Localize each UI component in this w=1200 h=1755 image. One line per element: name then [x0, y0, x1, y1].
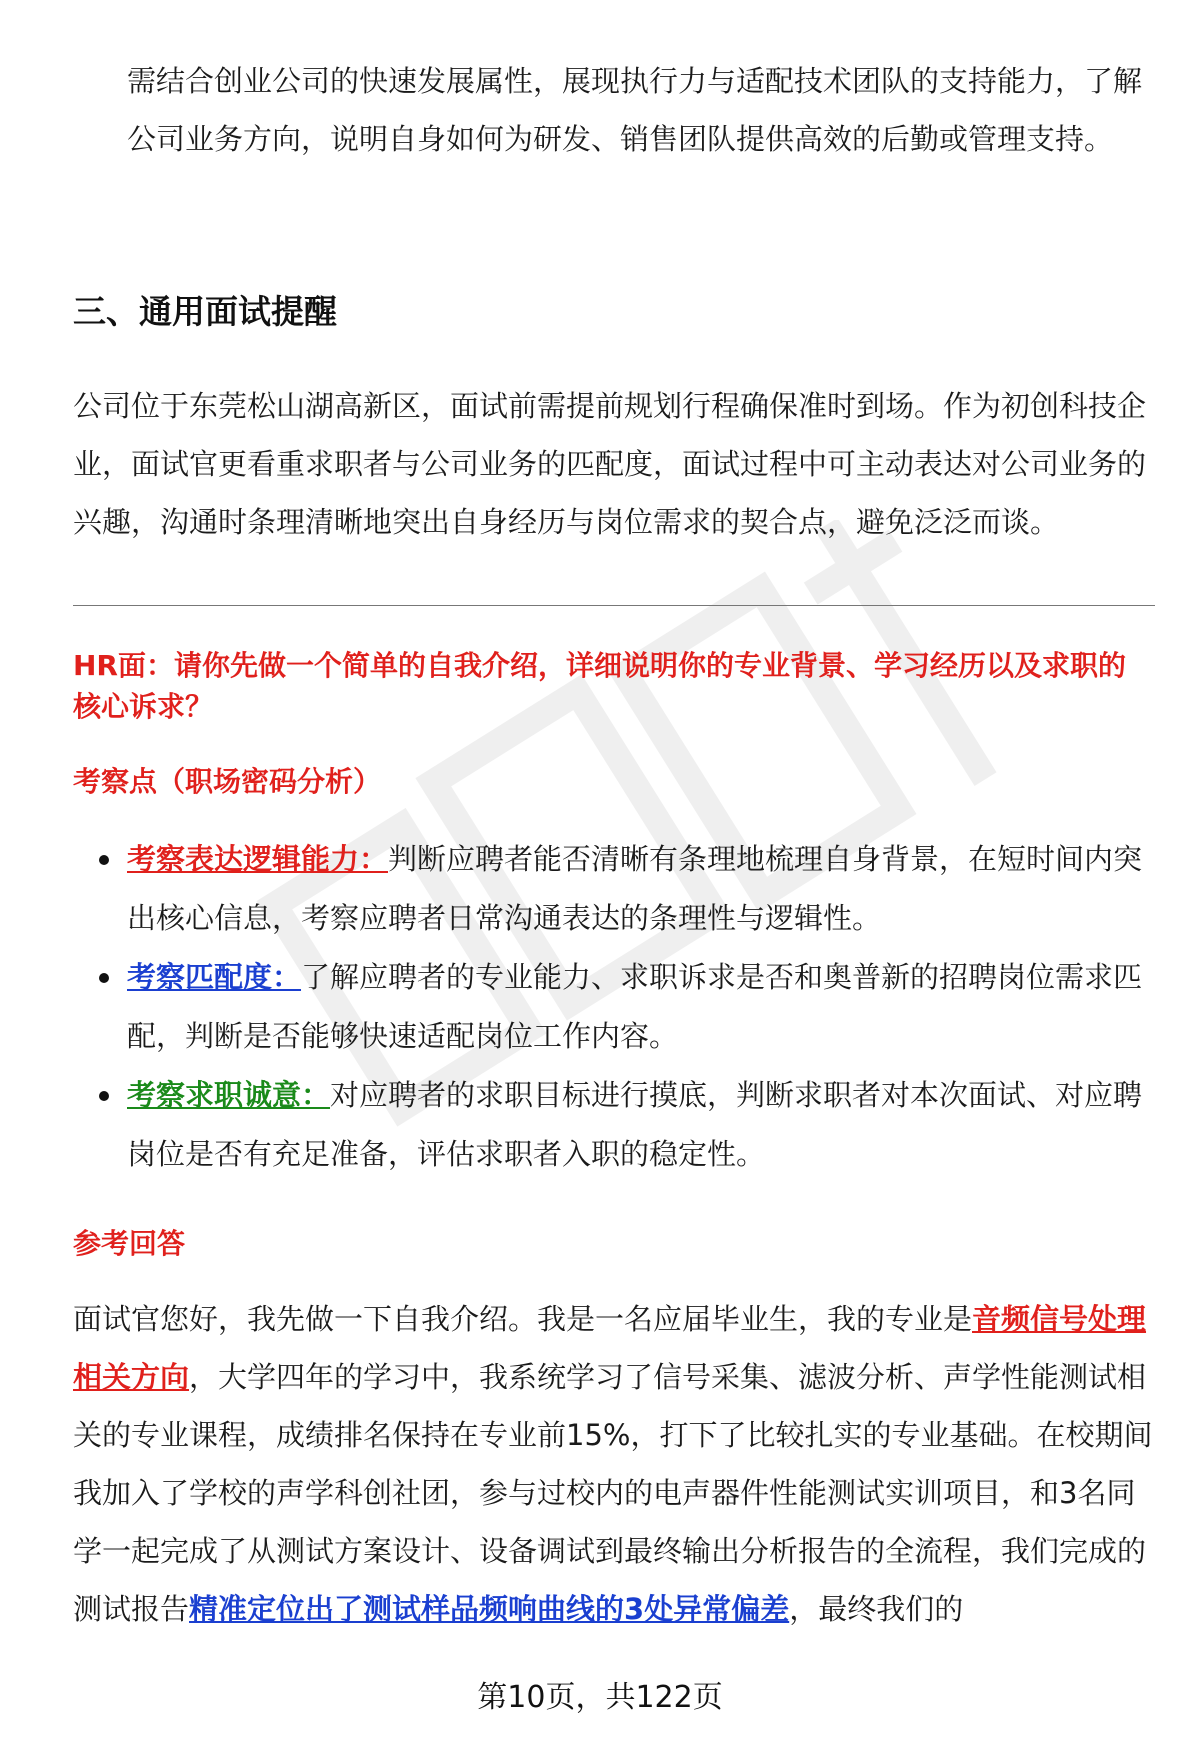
bullet-icon: [99, 1091, 109, 1101]
list-item: [127, 948, 1153, 1066]
section-body: 公司位于东莞松山湖高新区，面试前需提前规划行程确保准时到场。作为初创科技企业，面试官更看重求职者与公司业务的匹配度，面试过程中可主动表达对公司业务的兴趣，沟通时条理清晰地突出自身经历与岗位需求的契合点，避免泛泛而谈。: [73, 389, 1147, 539]
section-heading: 三、通用面试提醒: [73, 292, 337, 331]
divider: [73, 605, 1155, 606]
assessment-list: [127, 830, 1153, 1184]
answer-highlight: 精准定位出了测试样品频响曲线的3处异常偏差: [189, 1592, 790, 1626]
assessment-key: 考察求职诚意：: [127, 1078, 331, 1112]
assessment-text: 判断应聘者能否清晰有条理地梳理自身背景，在短时间内突出核心信息，考察应聘者日常沟通表达的条理性与逻辑性。: [127, 842, 1143, 935]
answer-highlight: 音频信号处理相关方向: [73, 1302, 1147, 1394]
interview-question: HR面：请你先做一个简单的自我介绍，详细说明你的专业背景、学习经历以及求职的核心诉求？: [73, 649, 1126, 723]
intro-paragraph: 需结合创业公司的快速发展属性，展现执行力与适配技术团队的支持能力，了解公司业务方向，说明自身如何为研发、销售团队提供高效的后勤或管理支持。: [127, 64, 1143, 156]
list-item: [127, 830, 1153, 948]
assessment-key: 考察匹配度：: [127, 960, 302, 994]
assessment-text: 了解应聘者的专业能力、求职诉求是否和奥普新的招聘岗位需求匹配，判断是否能够快速适配岗位工作内容。: [127, 960, 1143, 1053]
bullet-icon: [99, 855, 109, 865]
assessment-key: 考察表达逻辑能力：: [127, 842, 389, 876]
assessment-title: 考察点（职场密码分析）: [73, 765, 382, 798]
reference-title: 参考回答: [73, 1227, 186, 1260]
answer-text: ，大学四年的学习中，我系统学习了信号采集、滤波分析、声学性能测试相关的专业课程，成绩排名保持在专业前15%，打下了比较扎实的专业基础。在校期间我加入了学校的声学科创社团，参与过校内的电声器件性能测试实训项目，和3名同学一起完成了从测试方案设计、设备调试到最终输出分析报告的全流程，我们完成的测试报告: [73, 1360, 1153, 1626]
list-item: [127, 1066, 1153, 1184]
answer-text: ，最终我们的: [789, 1592, 964, 1626]
assessment-text: 对应聘者的求职目标进行摸底，判断求职者对本次面试、对应聘岗位是否有充足准备，评估求职者入职的稳定性。: [127, 1078, 1143, 1171]
reference-answer: [73, 1290, 1153, 1638]
bullet-icon: [99, 973, 109, 983]
page-number: 第10页，共122页: [477, 1680, 723, 1715]
answer-text: 面试官您好，我先做一下自我介绍。我是一名应届毕业生，我的专业是: [73, 1302, 973, 1336]
